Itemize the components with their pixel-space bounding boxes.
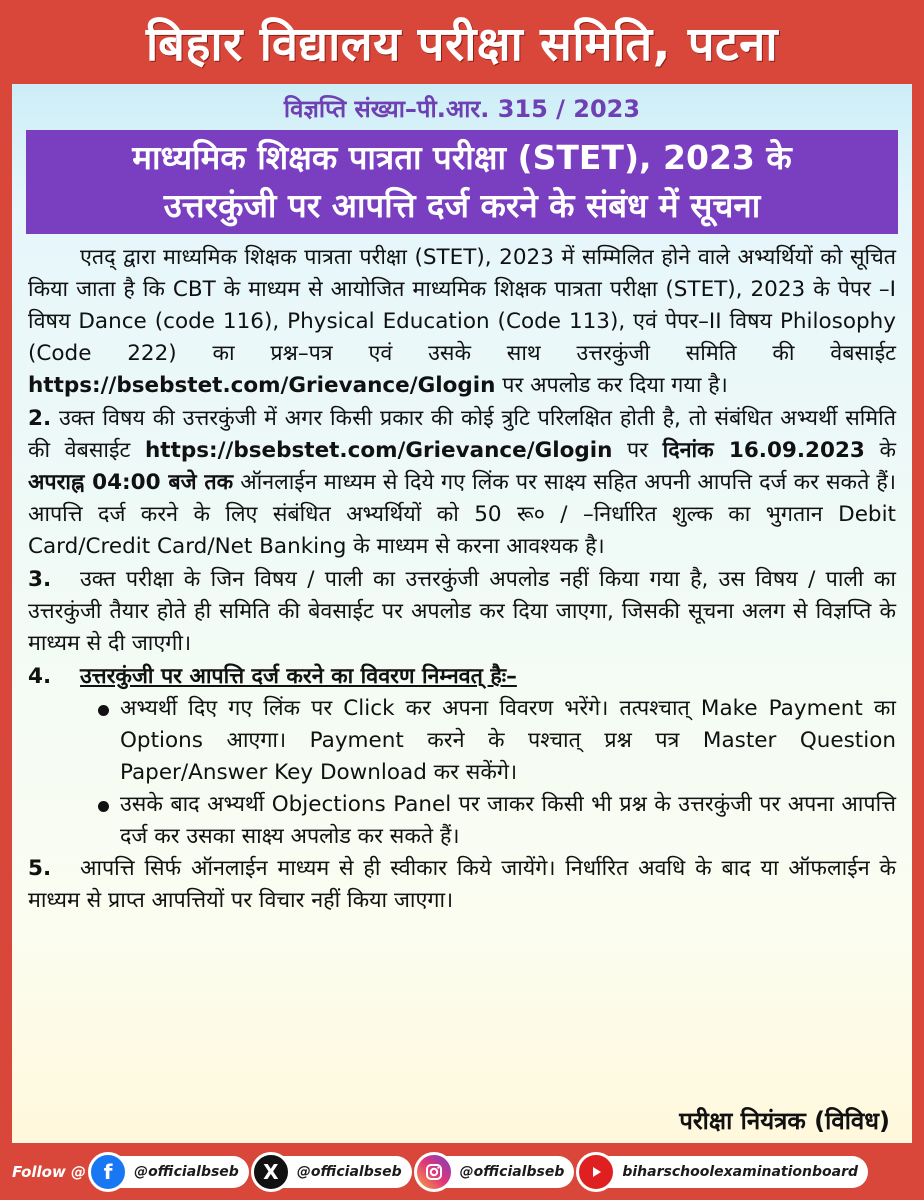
p4-number: 4. xyxy=(28,664,52,689)
notice-title-box xyxy=(26,130,898,234)
paragraph-5 xyxy=(28,853,896,917)
p5-number: 5. xyxy=(28,856,52,881)
p4-bullet-list xyxy=(28,693,896,853)
p2-mid2: के xyxy=(864,438,896,463)
p2-time: अपराह्न 04:00 बजे तक xyxy=(28,470,234,495)
paragraph-3 xyxy=(28,564,896,660)
x-handle: @officialbseb xyxy=(296,1163,402,1180)
p2-number: 2. xyxy=(28,406,52,431)
p2-date: दिनांक 16.09.2023 xyxy=(662,438,865,463)
facebook-handle: @officialbseb xyxy=(134,1163,239,1180)
signature: परीक्षा नियंत्रक (विविध) xyxy=(679,1107,890,1135)
p3-text: उक्त परीक्षा के जिन विषय / पाली का उत्तरकुंजी अपलोड नहीं किया गया है, उस विषय / पाली का उत्तरकुंजी तैयार होते ही समिति की बेवसाईट पर अपलोड कर दिया जाएगा, जिसकी सूचना अलग से विज्ञप्ति के माध्यम से दी जाएगी। xyxy=(28,567,896,656)
x-icon: X xyxy=(251,1152,291,1192)
youtube-link[interactable] xyxy=(582,1156,868,1188)
org-title: बिहार विद्यालय परीक्षा समिति, पटना xyxy=(145,17,778,72)
notice-panel xyxy=(12,84,912,1143)
p2-mid: पर xyxy=(612,438,663,463)
p5-text: आपत्ति सिर्फ ऑनलाईन माध्यम से ही स्वीकार किये जायेंगे। निर्धारित अवधि के बाद या ऑफलाईन के माध्यम से प्राप्त आपत्तियों पर विचार नहीं किया जाएगा। xyxy=(28,856,896,913)
youtube-icon xyxy=(576,1152,616,1192)
notice-number: विज्ञप्ति संख्या–पी.आर. 315 / 2023 xyxy=(283,95,641,123)
header-banner xyxy=(0,0,924,84)
facebook-link[interactable] xyxy=(94,1156,249,1188)
p1-text: एतद् द्वारा माध्यमिक शिक्षक पात्रता परीक्षा (STET), 2023 में सम्मिलित होने वाले अभ्यर्थियों को सूचित किया जाता है कि CBT के माध्यम से आयोजित माध्यमिक शिक्षक पात्रता परीक्षा (STET), 2023 के पेपर –I विषय Dance (code 116), Physical Education (Code 113), एवं पेपर–II विषय Philosophy (Code 222) का प्रश्न–पत्र एवं उसके साथ उत्तरकुंजी समिति की वेबसाईट xyxy=(28,245,896,366)
social-footer xyxy=(0,1143,924,1200)
grievance-link-1[interactable]: https://bsebstet.com/Grievance/Glogin xyxy=(28,373,496,398)
p1-tail: पर अपलोड कर दिया गया है। xyxy=(495,373,728,398)
instagram-link[interactable] xyxy=(420,1156,575,1188)
paragraph-4-heading xyxy=(28,661,896,693)
notice-title-line2: उत्तरकुंजी पर आपत्ति दर्ज करने के संबंध में सूचना xyxy=(163,186,761,225)
facebook-icon: f xyxy=(88,1152,128,1192)
paragraph-2 xyxy=(28,403,896,563)
p2-text: उक्त विषय की उत्तरकुंजी में अगर किसी प्रकार की कोई त्रुटि परिलक्षित होती है, तो संबंधित अभ्यर्थी समिति की वेबसाईट xyxy=(28,406,896,463)
grievance-link-2[interactable]: https://bsebstet.com/Grievance/Glogin xyxy=(144,438,613,463)
p4-heading-text: उत्तरकुंजी पर आपत्ति दर्ज करने का विवरण निम्नवत् हैः– xyxy=(80,664,517,689)
p3-number: 3. xyxy=(28,567,52,592)
notice-title-line1: माध्यमिक शिक्षक पात्रता परीक्षा (STET), 2023 के xyxy=(132,138,792,177)
instagram-icon xyxy=(414,1152,454,1192)
list-item: उसके बाद अभ्यर्थी Objections Panel पर जाकर किसी भी प्रश्न के उत्तरकुंजी पर अपना आपत्ति दर्ज कर उसका साक्ष्य अपलोड कर सकते हैं। xyxy=(98,789,896,853)
paragraph-1 xyxy=(28,242,896,402)
notice-body xyxy=(28,242,896,918)
instagram-handle: @officialbseb xyxy=(459,1163,565,1180)
p2-tail: ऑनलाईन माध्यम से दिये गए लिंक पर साक्ष्य सहित अपनी आपत्ति दर्ज कर सकते हैं। आपत्ति दर्ज करने के लिए संबंधित अभ्यर्थियों को 50 रू० / –निर्धारित शुल्क का भुगतान Debit Card/Credit Card/Net Banking के माध्यम से करना आवश्यक है। xyxy=(28,470,896,559)
list-item: अभ्यर्थी दिए गए लिंक पर Click कर अपना विवरण भरेंगे। तत्पश्चात् Make Payment का Options आएगा। Payment करने के पश्चात् प्रश्न पत्र Master Question Paper/Answer Key Download कर सकेंगे। xyxy=(98,693,896,789)
follow-label: Follow @ xyxy=(12,1162,87,1181)
x-link[interactable] xyxy=(257,1156,412,1188)
youtube-handle: biharschoolexaminationboard xyxy=(622,1163,858,1180)
